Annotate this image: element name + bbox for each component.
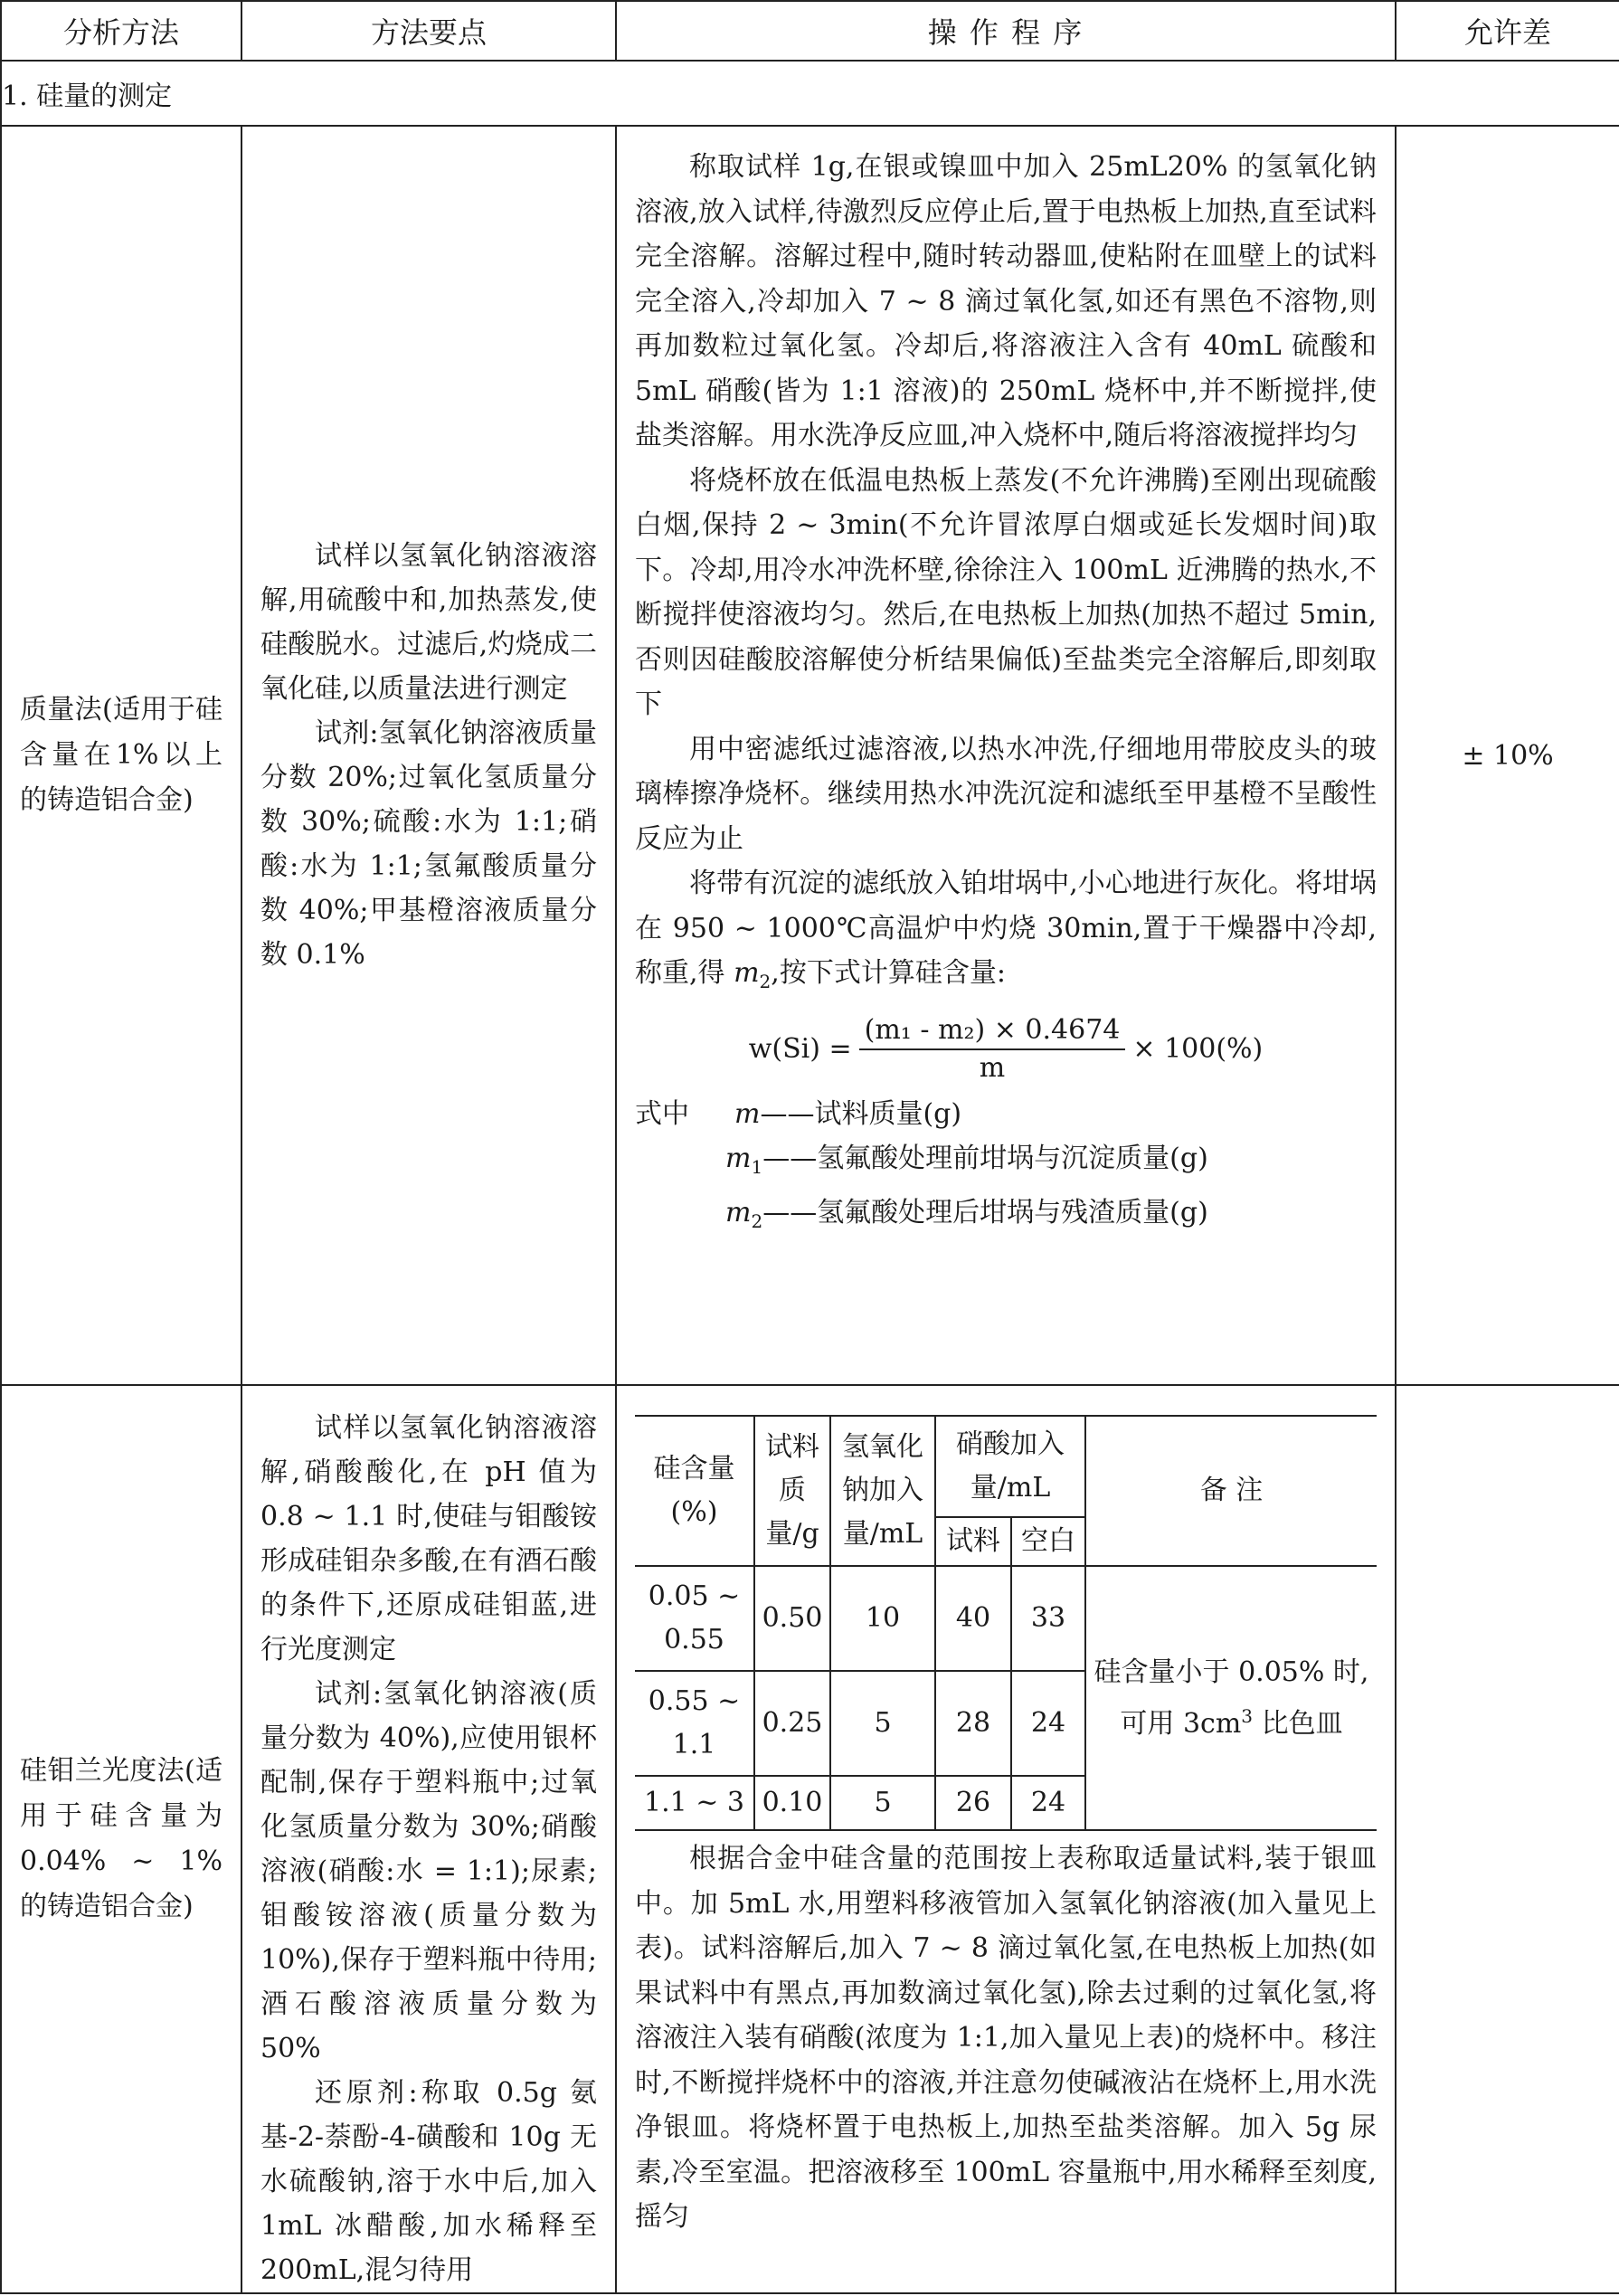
section-row (1, 61, 1619, 126)
variable-line: $m_1——$氢氟酸处理前坩埚与沉淀质量(g) (725, 1143, 1208, 1178)
points-gravimetric (241, 126, 616, 1385)
cell-mass: 0.25 (754, 1671, 830, 1776)
cell-si: 1.1 ~ 3 (635, 1776, 754, 1830)
cell-hno3-blank: 24 (1011, 1671, 1085, 1776)
cell-hno3-blank: 24 (1011, 1776, 1085, 1830)
method-photometric: 硅钼兰光度法(适用于硅含量为 0.04% ~ 1% 的铸造铝合金) (1, 1385, 241, 2293)
header-method: 分析方法 (1, 1, 241, 61)
where-label: 式中 (635, 1097, 689, 1130)
variable-line: $m_2——$氢氟酸处理后坩埚与残渣质量(g) (725, 1196, 1208, 1232)
cell-hno3-blank: 33 (1011, 1566, 1085, 1671)
col-hno3: 硝酸加入量/mL (935, 1416, 1085, 1517)
procedure-paragraph: 用中密滤纸过滤溶液,以热水冲洗,仔细地用带胶皮头的玻璃棒擦净烧杯。继续用热水冲洗沉淀和滤纸至甲基橙不呈酸性反应为止 (635, 733, 1377, 855)
tolerance-photometric (1396, 1385, 1619, 2293)
cell-hno3-sample: 26 (935, 1776, 1011, 1830)
procedure-photometric (616, 1385, 1396, 2293)
col-si-content: 硅含量(%) (635, 1416, 754, 1566)
row-gravimetric (1, 126, 1619, 1385)
procedure-paragraph: 将烧杯放在低温电热板上蒸发(不允许沸腾)至刚出现硫酸白烟,保持 2 ~ 3min(不允许冒浓厚白烟或延长发烟时间)取下。冷却,用冷水冲洗杯壁,徐徐注入 100mL 近沸腾的热水,不断搅拌使溶液均匀。然后,在电热板上加热(加热不超过 5min,否则因硅酸胶溶解使分析结果偏低)至盐类完全溶解后,即刻取下 (635, 464, 1377, 720)
points-paragraph: 试样以氢氧化钠溶液溶解,用硫酸中和,加热蒸发,使硅酸脱水。过滤后,灼烧成二氧化硅,以质量法进行测定 (260, 540, 597, 705)
points-paragraph: 试剂:氢氧化钠溶液质量分数 20%;过氧化氢质量分数 30%;硫酸:水为 1:1;硝酸:水为 1:1;氢氟酸质量分数 40%;甲基橙溶液质量分数 0.1% (260, 717, 597, 971)
procedure-gravimetric (616, 126, 1396, 1385)
col-naoh: 氢氧化钠加入量/mL (830, 1416, 935, 1566)
procedure-paragraph: 根据合金中硅含量的范围按上表称取适量试料,装于银皿中。加 5mL 水,用塑料移液管加入氢氧化钠溶液(加入量见上表)。试料溶解后,加入 7 ~ 8 滴过氧化氢,在电热板上加热(如果试料中有黑点,再加数滴过氧化氢),除去过剩的过氧化氢,将溶液注入装有硝酸(浓度为 1:1,加入量见上表)的烧杯中。移注时,不断搅拌烧杯中的溶液,并注意勿使碱液沾在烧杯上,用水洗净银皿。将烧杯置于电热板上,加热至盐类溶解。加入 5g 尿素,冷至室温。把溶液移至 100mL 容量瓶中,用水稀释至刻度,摇匀 (635, 1843, 1377, 2233)
cell-hno3-sample: 28 (935, 1671, 1011, 1776)
cell-naoh: 5 (830, 1671, 935, 1776)
formula-fraction (859, 1012, 1126, 1086)
variable-line: 式中 m——试料质量(g) (635, 1092, 1377, 1137)
formula-variables (635, 1092, 1377, 1245)
col-hno3-sample: 试料 (935, 1517, 1011, 1566)
table-row (635, 1566, 1377, 1671)
col-sample-mass: 试料质量/g (754, 1416, 830, 1566)
formula-numerator: (m₁ - m₂) × 0.4674 (859, 1012, 1126, 1050)
cell-hno3-sample: 40 (935, 1566, 1011, 1671)
cell-note: 硅含量小于 0.05% 时,可用 $3cm^3$ 比色皿 (1085, 1566, 1377, 1830)
reagent-table (635, 1415, 1377, 1831)
row-photometric (1, 1385, 1619, 2293)
method-gravimetric: 质量法(适用于硅含量在1%以上的铸造铝合金) (1, 126, 241, 1385)
formula-lhs: w(Si) = (748, 1032, 852, 1065)
cell-naoh: 5 (830, 1776, 935, 1830)
points-photometric (241, 1385, 616, 2293)
header-tolerance: 允许差 (1396, 1, 1619, 61)
cell-si: 0.05 ~ 0.55 (635, 1566, 754, 1671)
procedure-paragraph: 将带有沉淀的滤纸放入铂坩埚中,小心地进行灰化。将坩埚在 950 ~ 1000℃高温炉中灼烧 30min,置于干燥器中冷却,称重,得 $m_2$,按下式计算硅含量: (635, 868, 1377, 992)
header-row (1, 1, 1619, 61)
cell-mass: 0.50 (754, 1566, 830, 1671)
col-note: 备 注 (1085, 1416, 1377, 1566)
header-procedure: 操 作 程 序 (616, 1, 1396, 61)
reagent-header-row (635, 1416, 1377, 1517)
cell-si: 0.55 ~ 1.1 (635, 1671, 754, 1776)
formula-denominator: m (979, 1051, 1006, 1084)
silicon-formula (635, 1012, 1377, 1086)
points-paragraph: 试样以氢氧化钠溶液溶解,硝酸酸化,在 pH 值为 0.8 ~ 1.1 时,使硅与钼酸铵形成硅钼杂多酸,在有酒石酸的条件下,还原成硅钼蓝,进行光度测定 (260, 1412, 597, 1665)
points-paragraph: 还原剂:称取 0.5g 氨基-2-萘酚-4-磺酸和 10g 无水硫酸钠,溶于水中后,加入 1mL 冰醋酸,加水稀释至 200mL,混匀待用 (260, 2077, 597, 2286)
tolerance-gravimetric: ± 10% (1396, 126, 1619, 1385)
cell-mass: 0.10 (754, 1776, 830, 1830)
cell-naoh: 10 (830, 1566, 935, 1671)
section-title: 1. 硅量的测定 (1, 61, 1619, 126)
col-hno3-blank: 空白 (1011, 1517, 1085, 1566)
procedure-paragraph: 称取试样 1g,在银或镍皿中加入 25mL20% 的氢氧化钠溶液,放入试样,待激烈反应停止后,置于电热板上加热,直至试料完全溶解。溶解过程中,随时转动器皿,使粘附在皿壁上的试料完全溶入,冷却加入 7 ~ 8 滴过氧化氢,如还有黑色不溶物,则再加数粒过氧化氢。冷却后,将溶液注入含有 40mL 硫酸和 5mL 硝酸(皆为 1:1 溶液)的 250mL 烧杯中,并不断搅拌,使盐类溶解。用水洗净反应皿,冲入烧杯中,随后将溶液搅拌均匀 (635, 151, 1377, 451)
formula-rhs: × 100(%) (1132, 1032, 1264, 1065)
var-m2: m (734, 957, 760, 989)
header-points: 方法要点 (241, 1, 616, 61)
points-paragraph: 试剂:氢氧化钠溶液(质量分数为 40%),应使用银杯配制,保存于塑料瓶中;过氧化氢质量分数为 30%;硝酸溶液(硝酸:水 = 1:1);尿素;钼酸铵溶液(质量分数为 10%),保存于塑料瓶中待用;酒石酸溶液质量分数为 50% (260, 1678, 597, 2064)
